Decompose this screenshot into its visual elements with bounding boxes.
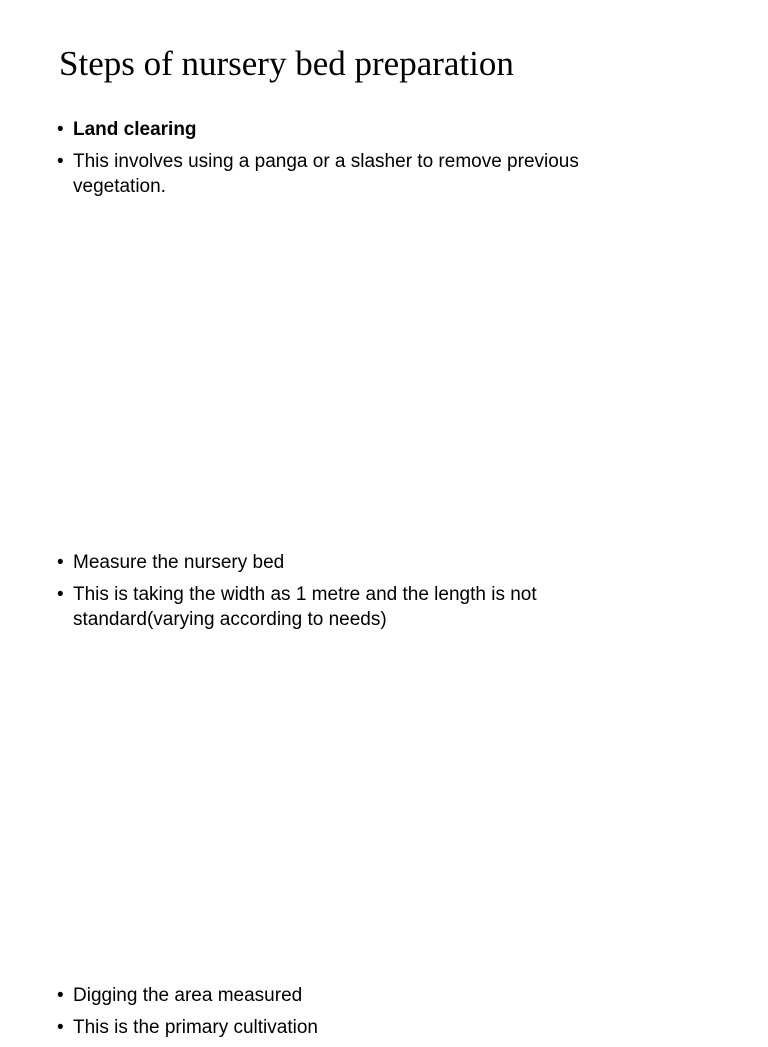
section-digging	[57, 983, 657, 1047]
bullet-heading-text: Land clearing	[73, 119, 197, 140]
bullet-dot-icon: •	[57, 985, 64, 1006]
bullet-description	[57, 149, 657, 199]
bullet-description-text: This is taking the width as 1 metre and the length is not standard(varying according to needs)	[73, 584, 537, 630]
bullet-description-text: This is the primary cultivation	[73, 1017, 318, 1038]
bullet-heading	[57, 117, 657, 142]
bullet-heading	[57, 550, 657, 575]
bullet-heading	[57, 983, 657, 1008]
bullet-dot-icon: •	[57, 584, 64, 605]
bullet-heading-text: Measure the nursery bed	[73, 552, 285, 573]
bullet-dot-icon: •	[57, 151, 64, 172]
section-land-clearing	[57, 117, 657, 206]
page-title: Steps of nursery bed preparation	[59, 44, 514, 83]
bullet-heading-text: Digging the area measured	[73, 985, 303, 1006]
bullet-description-text: This involves using a panga or a slasher to remove previous vegetation.	[73, 151, 579, 197]
bullet-description	[57, 1015, 657, 1040]
bullet-dot-icon: •	[57, 1017, 64, 1038]
bullet-description	[57, 582, 657, 632]
bullet-dot-icon: •	[57, 552, 64, 573]
section-measure-bed	[57, 550, 657, 639]
bullet-dot-icon: •	[57, 119, 64, 140]
